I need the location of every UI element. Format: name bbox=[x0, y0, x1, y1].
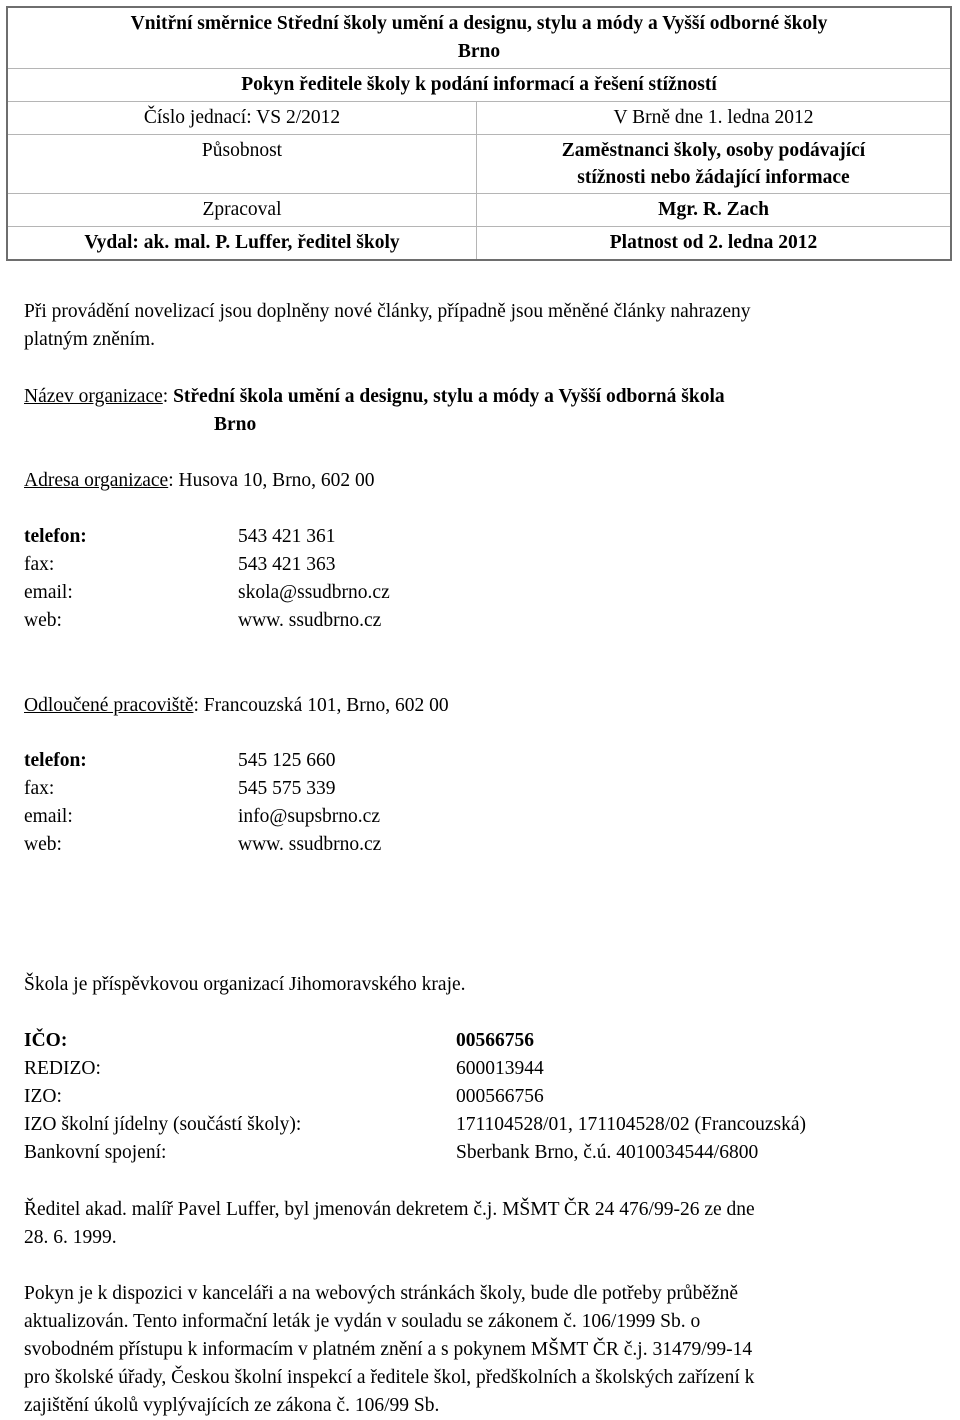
email-value: skola@ssudbrno.cz bbox=[238, 582, 390, 603]
contact-row: fax: 543 421 363 bbox=[24, 554, 336, 575]
redizo-value: 600013944 bbox=[456, 1058, 544, 1079]
branch-address: Odloučené pracoviště: Francouzská 101, Brno, 602 00 bbox=[24, 695, 449, 716]
issued-row bbox=[8, 226, 950, 259]
id-row: IZO: 000566756 bbox=[24, 1086, 544, 1107]
document-title-line1: Vnitřní směrnice Střední školy umění a designu, stylu a módy a Vyšší odborné školy bbox=[130, 13, 828, 34]
main-contacts bbox=[24, 523, 390, 635]
address-value: Husova 10, Brno, 602 00 bbox=[178, 470, 375, 491]
title-row bbox=[8, 8, 950, 68]
id-row: REDIZO: 600013944 bbox=[24, 1058, 544, 1079]
closing-line: pro školské úřady, Českou školní inspekcí a ředitele škol, předškolních a školských zařízení k bbox=[24, 1367, 755, 1388]
org-name-label: Název organizace bbox=[24, 386, 163, 407]
org-name: Střední škola umění a designu, stylu a módy a Vyšší odborná škola bbox=[173, 386, 725, 407]
reference-number: Číslo jednací: VS 2/2012 bbox=[8, 102, 477, 134]
closing-line: Pokyn je k dispozici v kanceláři a na webových stránkách školy, bude dle potřeby průběžně bbox=[24, 1283, 739, 1304]
funding-note: Škola je příspěvkovou organizací Jihomoravského kraje. bbox=[24, 974, 466, 995]
issued-by: Vydal: ak. mal. P. Luffer, ředitel školy bbox=[8, 227, 477, 259]
subtitle-row bbox=[8, 68, 950, 101]
scope-row bbox=[8, 134, 950, 193]
email-value: info@supsbrno.cz bbox=[238, 806, 380, 827]
closing-paragraph bbox=[24, 1280, 944, 1420]
organization-address: Adresa organizace: Husova 10, Brno, 602 00 bbox=[24, 470, 375, 491]
ico-value: 00566756 bbox=[456, 1030, 534, 1051]
contact-row: telefon: 543 421 361 bbox=[24, 526, 336, 547]
intro-line: Při provádění novelizací jsou doplněny nové články, případně jsou měněné články nahrazeny bbox=[24, 301, 751, 322]
web-value: www. ssudbrno.cz bbox=[238, 610, 382, 631]
web-value: www. ssudbrno.cz bbox=[238, 834, 382, 855]
prepared-value: Mgr. R. Zach bbox=[658, 199, 769, 220]
intro-line: platným zněním. bbox=[24, 329, 156, 350]
document-subtitle: Pokyn ředitele školy k podání informací a řešení stížností bbox=[241, 74, 717, 95]
org-name-line2: Brno bbox=[214, 414, 257, 435]
izo-value: 000566756 bbox=[456, 1086, 544, 1107]
contact-row: web: www. ssudbrno.cz bbox=[24, 834, 382, 855]
reference-date: V Brně dne 1. ledna 2012 bbox=[613, 107, 814, 128]
bank-value: Sberbank Brno, č.ú. 4010034544/6800 bbox=[456, 1142, 759, 1163]
contact-row: fax: 545 575 339 bbox=[24, 778, 336, 799]
contact-row: telefon: 545 125 660 bbox=[24, 750, 336, 771]
canteen-izo-value: 171104528/01, 171104528/02 (Francouzská) bbox=[456, 1114, 807, 1135]
contact-row: email: info@supsbrno.cz bbox=[24, 806, 380, 827]
contact-row: web: www. ssudbrno.cz bbox=[24, 610, 382, 631]
document-title-line2: Brno bbox=[457, 41, 501, 62]
organization-name-block: Název organizace: Střední škola umění a designu, stylu a módy a Vyšší odborná škola Brno bbox=[24, 383, 944, 439]
branch-label: Odloučené pracoviště bbox=[24, 695, 194, 716]
fax-value: 545 575 339 bbox=[238, 778, 336, 799]
header-table bbox=[6, 6, 952, 261]
intro-paragraph bbox=[24, 298, 944, 354]
reference-row bbox=[8, 101, 950, 134]
prepared-row bbox=[8, 193, 950, 226]
phone-value: 545 125 660 bbox=[238, 750, 336, 771]
id-row: Bankovní spojení: Sberbank Brno, č.ú. 4010034544/6800 bbox=[24, 1142, 759, 1163]
closing-line: zajištění úkolů vyplývajících ze zákona č. 106/99 Sb. bbox=[24, 1395, 440, 1416]
branch-value: Francouzská 101, Brno, 602 00 bbox=[203, 695, 449, 716]
scope-value-line1: Zaměstnanci školy, osoby podávající bbox=[561, 140, 866, 161]
fax-value: 543 421 363 bbox=[238, 554, 336, 575]
scope-label: Působnost bbox=[8, 135, 477, 193]
closing-line: aktualizován. Tento informační leták je vydán v souladu se zákonem č. 106/1999 Sb. o bbox=[24, 1311, 701, 1332]
director-paragraph: Ředitel akad. malíř Pavel Luffer, byl jmenován dekretem č.j. MŠMT ČR 24 476/99-26 ze dne 28. 6. 1999. bbox=[24, 1199, 755, 1248]
id-row: IZO školní jídelny (součástí školy): 171104528/01, 171104528/02 (Francouzská) bbox=[24, 1114, 807, 1135]
valid-from: Platnost od 2. ledna 2012 bbox=[609, 232, 818, 253]
prepared-label: Zpracoval bbox=[8, 194, 477, 226]
contact-row: email: skola@ssudbrno.cz bbox=[24, 582, 390, 603]
scope-value-line2: stížnosti nebo žádající informace bbox=[577, 167, 850, 188]
identifiers bbox=[24, 1027, 806, 1167]
closing-line: svobodném přístupu k informacím v platném znění a s pokynem MŠMT ČR č.j. 31479/99-14 bbox=[24, 1339, 753, 1360]
id-row: IČO: 00566756 bbox=[24, 1030, 534, 1051]
address-label: Adresa organizace bbox=[24, 470, 169, 491]
phone-value: 543 421 361 bbox=[238, 526, 336, 547]
branch-contacts bbox=[24, 747, 381, 859]
